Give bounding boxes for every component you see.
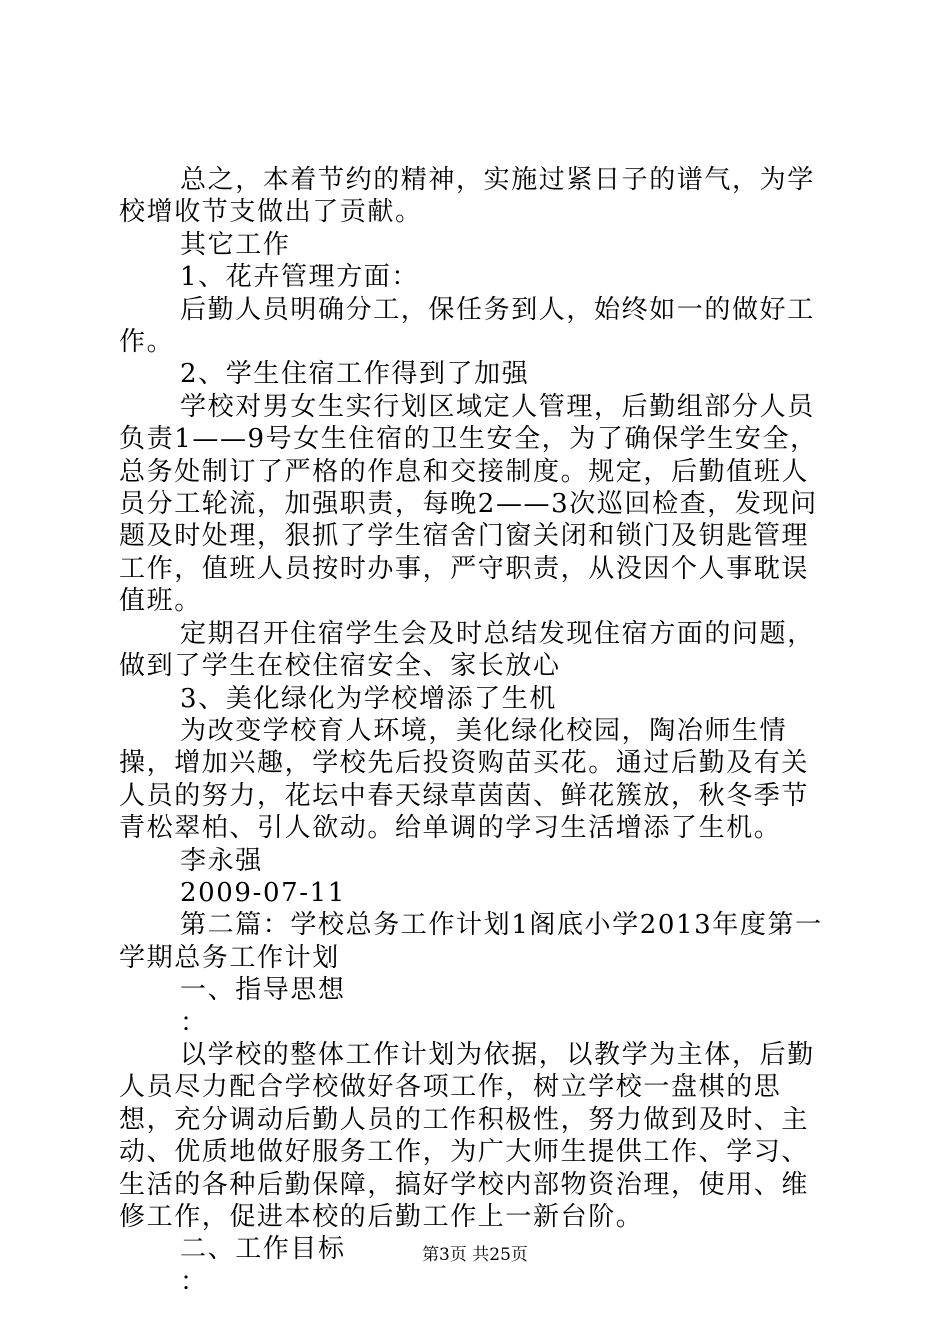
section-heading: 其它工作	[180, 229, 291, 260]
paragraph: 以学校的整体工作计划为依据，以教学为主体，后勤人员尽力配合学校做好各项工作，树立学校一盘棋的思想，充分调动后勤人员的工作积极性，努力做到及时、主动、优质地做好服务工作，为广大师生提供工作、学习、生活的各种后勤保障，搞好学校内部物资治理，使用、维修工作，促进本校的后勤工作上一新台阶。	[119, 1039, 815, 1232]
paragraph: 为改变学校育人环境，美化绿化校园，陶冶师生情操，增加兴趣，学校先后投资购苗买花。通过后勤及有关人员的努力，花坛中春天绿草茵茵、鲜花簇放，秋冬季节青松翠柏、引人欲动。给单调的学习生活增添了生机。	[119, 715, 810, 844]
section-heading: 一、指导思想	[180, 975, 346, 1006]
section-heading: 二、工作目标	[180, 1234, 346, 1265]
author-name: 李永强	[180, 845, 263, 876]
date-line: 2009-07-11	[180, 877, 346, 908]
subsection-heading: 2、学生住宿工作得到了加强	[180, 359, 530, 390]
paragraph: 定期召开住宿学生会及时总结发现住宿方面的问题，做到了学生在校住宿安全、家长放心	[119, 618, 815, 682]
colon-line: ：	[180, 1007, 208, 1038]
colon-line: ：	[180, 1266, 208, 1297]
page-number: 第3页 共25页	[422, 1245, 528, 1265]
paragraph: 学校对男女生实行划区域定人管理，后勤组部分人员负责1——9号女生住宿的卫生安全，为了确保学生安全，总务处制订了严格的作息和交接制度。规定，后勤值班人员分工轮流，加强职责，每晚2——3次巡回检查，发现问题及时处理，狠抓了学生宿舍门窗关闭和锁门及钥匙管理工作，值班人员按时办事，严守职责，从没因个人事耽误值班。	[119, 391, 818, 617]
subsection-heading: 1、花卉管理方面：	[180, 262, 419, 293]
paragraph: 总之，本着节约的精神，实施过紧日子的谱气，为学校增收节支做出了贡献。	[119, 165, 815, 228]
chapter-title: 第二篇：学校总务工作计划1阁底小学2013年度第一学期总务工作计划	[119, 910, 823, 973]
paragraph: 后勤人员明确分工，保任务到人，始终如一的做好工作。	[119, 294, 815, 358]
subsection-heading: 3、美化绿化为学校增添了生机	[180, 683, 557, 714]
document-body	[119, 164, 834, 1298]
page-footer	[0, 1244, 950, 1266]
